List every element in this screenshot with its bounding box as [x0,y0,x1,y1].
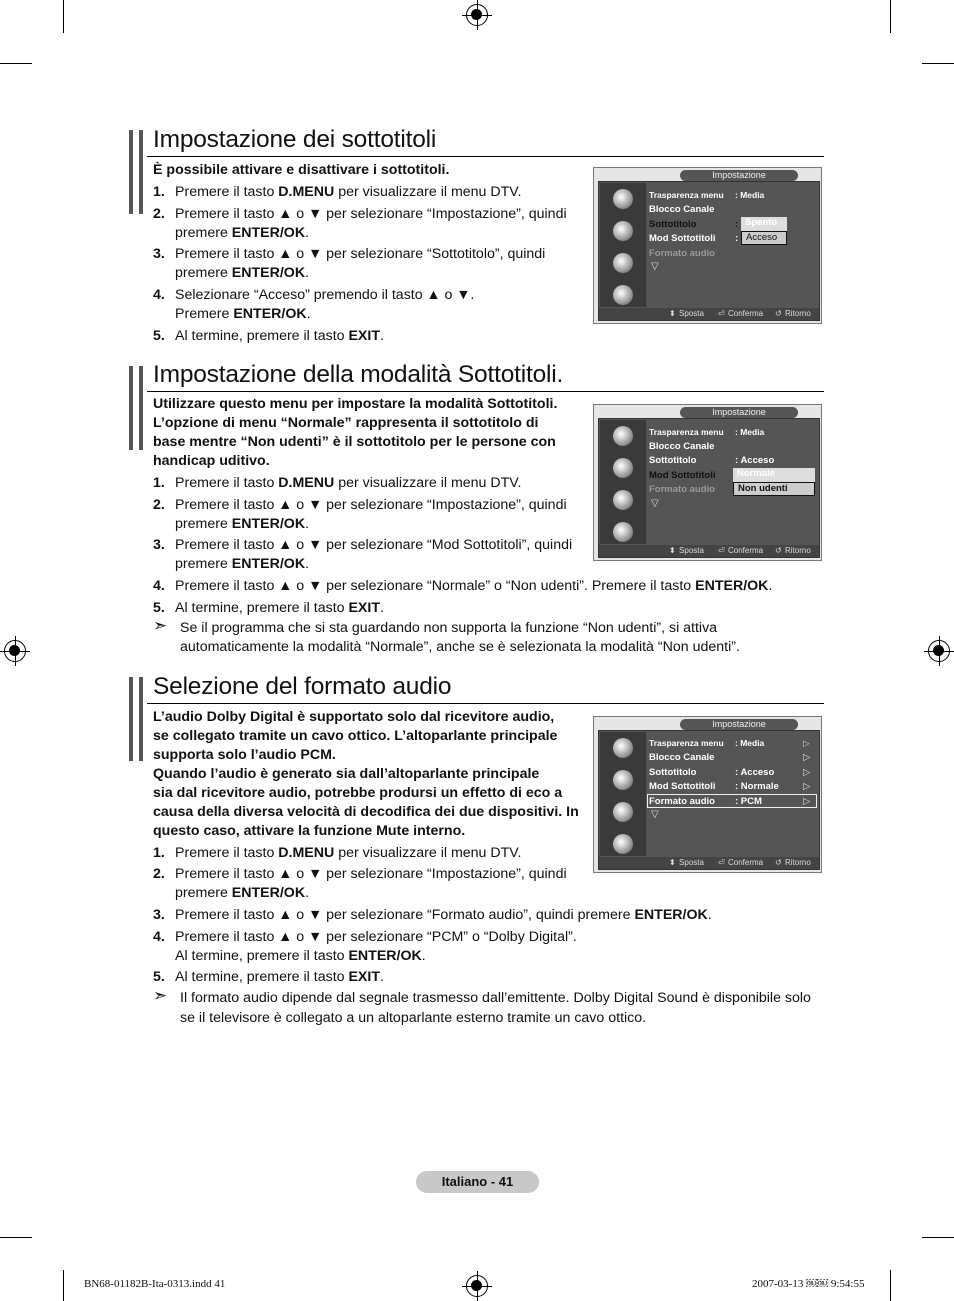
scroll-down-icon: ▽ [651,809,659,820]
setup-icon [613,285,633,305]
step-number: 2. [153,206,165,222]
channel-icon [613,802,633,822]
intro-text: L’audio Dolby Digital è supportato solo dal ricevitore audio, [153,709,555,725]
osd-header: Impostazione [680,170,798,181]
note-text: Se il programma che si sta guardando non supporta la funzione “Non udenti”, si attiva [180,620,718,636]
return-icon: ↺ [775,309,782,318]
step-number: 2. [153,497,165,513]
intro-text: Utilizzare questo menu per impostare la modalità Sottotitoli. [153,396,558,412]
intro-text: se collegato tramite un cavo ottico. L’altoparlante principale [153,728,558,744]
registration-mark-icon [928,640,950,662]
step-text: Premere il tasto ▲ o ▼ per selezionare “Formato audio”, quindi premere ENTER/OK. [175,907,712,923]
note-text: Il formato audio dipende dal segnale trasmesso dall’emittente. Dolby Digital Sound è disponibile solo [180,990,811,1006]
osd-row: Sottotitolo : Acceso [649,455,775,466]
move-icon: ⬍ [669,858,676,867]
picture-icon [613,426,633,446]
step-text: Premere il tasto ▲ o ▼ per selezionare “Impostazione”, quindi [175,866,567,882]
move-icon: ⬍ [669,546,676,555]
osd-option-highlighted: Normale [733,468,815,482]
crop-mark [63,0,64,33]
step-text: Al termine, premere il tasto EXIT. [175,969,384,985]
osd-menu-screenshot [593,716,822,873]
title-rule [147,391,824,392]
registration-mark-icon [466,1275,488,1297]
section-bar [129,366,143,450]
step-text: Al termine, premere il tasto EXIT. [175,600,384,616]
step-number: 3. [153,907,165,923]
step-text: Premere il tasto ▲ o ▼ per selezionare “Sottotitolo”, quindi [175,246,546,262]
step-number: 1. [153,184,165,200]
title-rule [147,156,824,157]
confirm-icon: ⏎ [718,858,725,867]
step-text: Al termine, premere il tasto EXIT. [175,328,384,344]
step-text: Premere il tasto D.MENU per visualizzare il menu DTV. [175,845,522,861]
crop-mark [0,63,32,64]
return-icon: ↺ [775,858,782,867]
confirm-icon: ⏎ [718,309,725,318]
step-text: premere ENTER/OK. [175,556,310,572]
step-number: 5. [153,328,165,344]
step-text: premere ENTER/OK. [175,885,310,901]
step-text: Premere il tasto D.MENU per visualizzare il menu DTV. [175,475,522,491]
osd-menu-screenshot [593,404,822,561]
step-number: 5. [153,600,165,616]
scroll-down-icon: ▽ [651,498,659,509]
step-number: 3. [153,246,165,262]
intro-text: base mentre “Non udenti” è il sottotitolo per le persone con [153,434,556,450]
note-arrow-icon: ➣ [153,616,168,635]
print-slug-file: BN68-01182B-Ita-0313.indd 41 [84,1278,226,1290]
osd-option-highlighted: Spento [741,217,787,231]
step-text: Premere ENTER/OK. [175,306,311,322]
osd-row: Trasparenza menu : Media ▷ [649,738,810,748]
registration-mark-icon [466,4,488,26]
osd-row: Mod Sottotitoli : [649,233,739,244]
step-text: Premere il tasto D.MENU per visualizzare il menu DTV. [175,184,522,200]
step-number: 2. [153,866,165,882]
sound-icon [613,770,633,790]
osd-row: Trasparenza menu : Media [649,190,765,200]
intro-text: È possibile attivare e disattivare i sottotitoli. [153,162,450,178]
sound-icon [613,458,633,478]
return-icon: ↺ [775,546,782,555]
intro-text: causa della diversa velocità di decodifica dei due dispositivi. In [153,804,579,820]
chevron-right-icon: ▷ [803,738,810,748]
step-text: Premere il tasto ▲ o ▼ per selezionare “PCM” o “Dolby Digital”. [175,929,577,945]
section-bar [129,677,143,761]
step-text: premere ENTER/OK. [175,516,310,532]
osd-footer: ⬍ Sposta ⏎ Conferma ↺ Ritorno [599,545,819,557]
step-number: 3. [153,537,165,553]
osd-row: Trasparenza menu : Media [649,427,765,437]
crop-mark [890,0,891,33]
setup-icon [613,834,633,854]
step-text: Al termine, premere il tasto ENTER/OK. [175,948,426,964]
osd-row-disabled: Formato audio [649,248,715,259]
picture-icon [613,189,633,209]
setup-icon [613,522,633,542]
osd-row: Sottotitolo : Acceso ▷ [649,767,811,778]
osd-option: Non udenti [733,482,815,496]
osd-option: Acceso [741,231,787,245]
step-number: 4. [153,929,165,945]
section-bar [129,130,143,214]
osd-row: Blocco Canale ▷ [649,752,811,763]
osd-footer: ⬍ Sposta ⏎ Conferma ↺ Ritorno [599,308,819,320]
chevron-right-icon: ▷ [803,767,811,778]
step-number: 1. [153,475,165,491]
step-text: Premere il tasto ▲ o ▼ per selezionare “Impostazione”, quindi [175,497,567,513]
step-text: Premere il tasto ▲ o ▼ per selezionare “Normale” o “Non udenti”. Premere il tasto ENTER/OK. [175,578,773,594]
title-rule [147,703,824,704]
step-text: Selezionare “Acceso” premendo il tasto ▲ o ▼. [175,287,475,303]
picture-icon [613,738,633,758]
channel-icon [613,490,633,510]
print-slug-date: 2007-03-13 ￼￼ 9:54:55 [752,1278,865,1290]
osd-row-selected: Formato audio : PCM ▷ [649,796,811,807]
step-text: Premere il tasto ▲ o ▼ per selezionare “Mod Sottotitoli”, quindi [175,537,573,553]
section-title: Impostazione della modalità Sottotitoli. [153,361,564,388]
registration-mark-icon [4,640,26,662]
step-number: 5. [153,969,165,985]
crop-mark [922,63,954,64]
step-text: premere ENTER/OK. [175,265,310,281]
intro-text: L’opzione di menu “Normale” rappresenta il sottotitolo di [153,415,539,431]
osd-screen [598,730,820,870]
step-text: premere ENTER/OK. [175,225,310,241]
step-number: 1. [153,845,165,861]
page-number-badge: Italiano - 41 [416,1171,539,1193]
osd-header: Impostazione [680,719,798,730]
chevron-right-icon: ▷ [803,752,811,763]
chevron-right-icon: ▷ [803,781,811,792]
step-number: 4. [153,287,165,303]
intro-text: Quando l’audio è generato sia dall’altoparlante principale [153,766,540,782]
osd-row: Mod Sottotitoli : Normale ▷ [649,781,811,792]
osd-sidebar [600,183,646,307]
scroll-down-icon: ▽ [651,261,659,272]
note-text: automaticamente la modalità “Normale”, anche se è selezionata la modalità “Non udenti”. [180,639,740,655]
osd-header: Impostazione [680,407,798,418]
osd-menu-screenshot [593,167,822,324]
osd-sidebar [600,732,646,856]
osd-screen [598,418,820,558]
intro-text: handicap uditivo. [153,453,270,469]
move-icon: ⬍ [669,309,676,318]
section-title: Impostazione dei sottotitoli [153,126,437,153]
crop-mark [63,1270,64,1301]
crop-mark [0,1237,32,1238]
crop-mark [890,1270,891,1301]
note-arrow-icon: ➣ [153,986,168,1005]
section-title: Selezione del formato audio [153,673,452,700]
osd-row: Blocco Canale [649,204,715,215]
osd-row-disabled: Formato audio [649,484,715,495]
note-text: se il televisore è collegato a un altoparlante esterno tramite un cavo ottico. [180,1010,647,1026]
osd-screen [598,181,820,321]
crop-mark [922,1237,954,1238]
intro-text: supporta solo l’audio PCM. [153,747,336,763]
osd-footer: ⬍ Sposta ⏎ Conferma ↺ Ritorno [599,857,819,869]
sound-icon [613,221,633,241]
channel-icon [613,253,633,273]
osd-sidebar [600,420,646,544]
chevron-right-icon: ▷ [803,796,811,807]
step-text: Premere il tasto ▲ o ▼ per selezionare “Impostazione”, quindi [175,206,567,222]
osd-row-selected: Mod Sottotitoli [649,470,716,481]
step-number: 4. [153,578,165,594]
osd-row: Blocco Canale [649,441,715,452]
intro-text: sia dal ricevitore audio, potrebbe prodursi un effetto di eco a [153,785,563,801]
osd-row-selected: Sottotitolo : [649,219,739,230]
confirm-icon: ⏎ [718,546,725,555]
intro-text: questo caso, attivare la funzione Mute interno. [153,823,466,839]
